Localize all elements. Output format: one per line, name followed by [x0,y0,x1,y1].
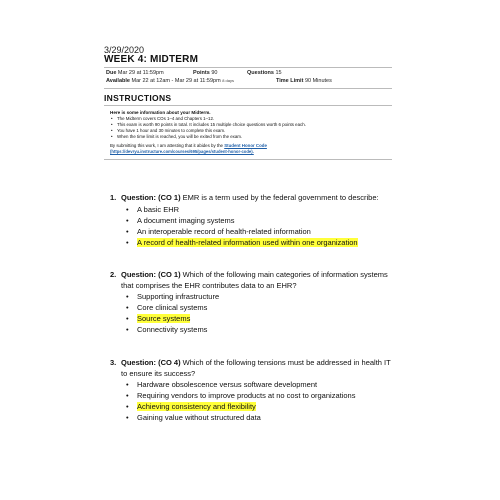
question-body: Which of the following tensions must be addressed in health IT [180,358,391,367]
time-limit-value: 90 Minutes [304,78,332,84]
answer-option[interactable] [121,412,421,423]
answer-option-highlighted[interactable] [121,401,421,412]
question-body-line2: to ensure its success? [121,368,196,378]
question-2 [110,270,421,335]
answer-option[interactable] [121,226,421,237]
due-value: Mar 29 at 11:59pm [117,70,164,76]
question-co: (CO 4) [158,358,181,367]
question-label: Question: [121,270,156,279]
answer-option-text: Source systems [137,314,191,323]
question-3 [110,358,421,423]
answer-options [121,291,421,335]
questions-label: Questions [247,70,274,76]
answer-option[interactable] [121,215,421,226]
answer-option[interactable] [121,302,421,313]
question-1 [110,193,421,248]
due-label: Due [106,70,117,76]
questions-value: 15 [275,70,282,76]
answer-option-text: Hardware obsolescence versus software development [137,380,318,389]
answer-option-text: Requiring vendors to improve products at no cost to organizations [137,391,356,400]
answer-option-text: Supporting infrastructure [137,292,220,301]
answer-option-highlighted[interactable] [121,313,421,324]
instructions-item: • The Midterm covers COs 1–4 and Chapters 1–12. [110,116,306,122]
answer-option-text: Core clinical systems [137,303,208,312]
instructions-heading: INSTRUCTIONS [104,93,172,103]
question-text [121,270,421,291]
question-label: Question: [121,193,156,202]
answer-options [121,379,421,423]
date-stamp: 3/29/2020 [104,45,145,55]
time-limit-label: Time Limit [276,78,304,84]
question-number: 1. [110,193,117,202]
question-text [121,358,421,379]
question-body: Which of the following main categories of information systems [180,270,388,279]
answer-option-text: Gaining value without structured data [137,413,261,422]
answer-option[interactable] [121,390,421,401]
answer-option-highlighted[interactable] [121,237,421,248]
available-value: Mar 22 at 12am - Mar 29 at 11:59pm [131,78,221,84]
attest-text: By submitting this work, I am attesting that it abides by the [110,143,225,148]
answer-option[interactable] [121,204,421,215]
quiz-meta [104,67,392,89]
answer-option-text: Connectivity systems [137,325,208,334]
instructions-box [104,105,392,160]
answer-options [121,204,421,248]
honor-code-link[interactable]: Student Honor Code [224,143,267,148]
points-value: 90 [211,70,218,76]
answer-option[interactable] [121,379,421,390]
answer-option-text: A basic EHR [137,204,180,214]
instructions-item: • You have 1 hour and 30 minutes to complete this exam. [110,128,306,134]
instructions-item: • When the time limit is reached, you will be exited from the exam. [110,134,306,140]
question-body: EMR is a term used by the federal government to describe: [180,193,379,202]
question-number: 2. [110,270,117,279]
instructions-item: • This exam is worth 90 points in total. It includes 15 multiple choice questions worth 6 points each. [110,122,306,128]
honor-code-url[interactable]: (https://devryu.instructure.com/courses/695/pages/student-honor-code). [110,149,254,154]
answer-option[interactable] [121,324,421,335]
answer-option-text: Achieving consistency and flexibility [137,402,256,411]
instructions-intro: Here is some information about your Midterm. [110,110,211,115]
question-text [121,193,421,204]
points-label: Points [193,70,210,76]
answer-option-text: A document imaging systems [137,215,235,225]
question-label: Question: [121,358,156,367]
available-days: 8 days [222,78,234,83]
question-co: (CO 1) [158,193,181,202]
question-number: 3. [110,358,117,367]
page-title: WEEK 4: MIDTERM [104,54,199,65]
answer-option-text: An interoperable record of health-related information [137,226,311,236]
answer-option[interactable] [121,291,421,302]
available-label: Available [106,78,130,84]
answer-option-text: A record of health-related information used within one organization [137,237,358,247]
question-co: (CO 1) [158,270,181,279]
question-body-line2: that comprises the EHR contributes data to an EHR? [121,280,297,290]
instructions-list [110,116,306,140]
